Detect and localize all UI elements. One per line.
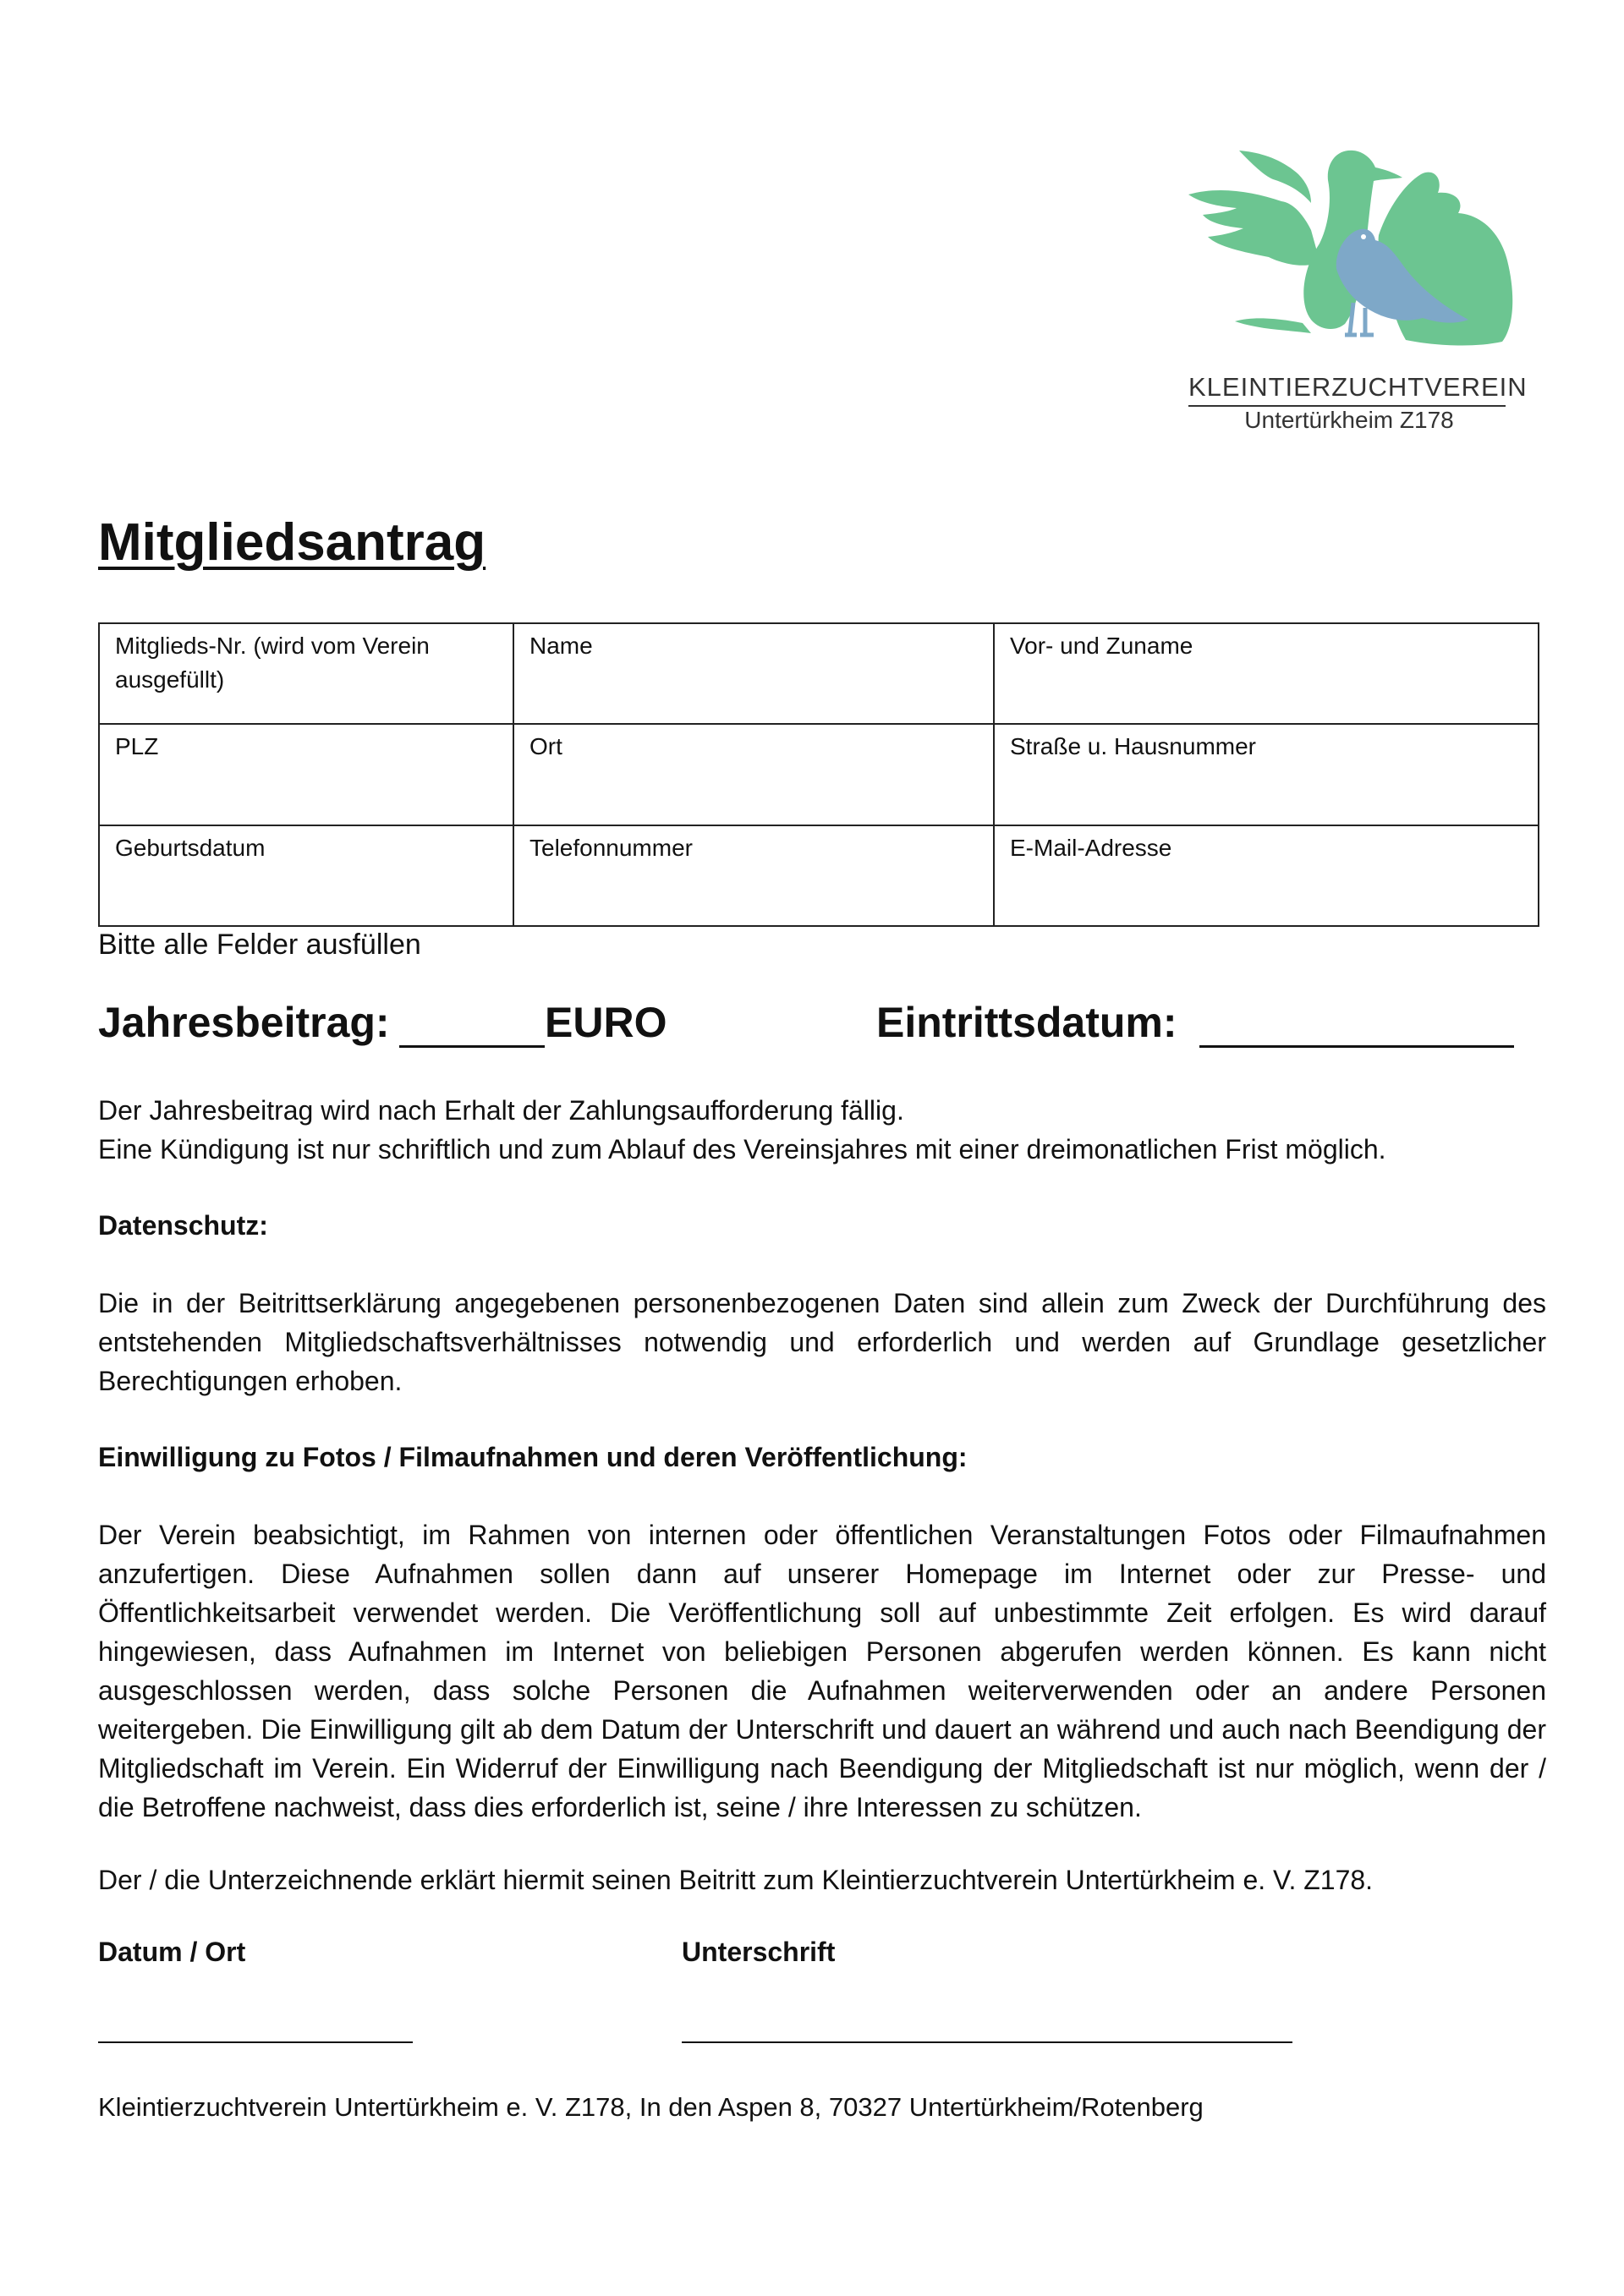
- pigeon-eye-icon: [1361, 234, 1366, 239]
- privacy-heading: Datenschutz:: [98, 1210, 268, 1241]
- membership-declaration: Der / die Unterzeichnende erklärt hiermit seinen Beitritt zum Kleintierzuchtverein Untertürkheim e. V. Z178.: [98, 1865, 1374, 1895]
- logo-title: KLEINTIERZUCHTVEREIN: [1188, 372, 1528, 402]
- email-field[interactable]: E-Mail-Adresse: [994, 825, 1539, 926]
- phone-field[interactable]: Telefonnummer: [513, 825, 994, 926]
- signature-input-line[interactable]: [682, 2041, 1292, 2043]
- street-field[interactable]: Straße u. Hausnummer: [994, 724, 1539, 825]
- annual-fee-input-line[interactable]: [399, 1045, 545, 1048]
- full-name-field[interactable]: Vor- und Zuname: [994, 623, 1539, 724]
- date-place-label: Datum / Ort: [98, 1937, 246, 1967]
- photo-consent-heading: Einwilligung zu Fotos / Filmaufnahmen und deren Veröffentlichung:: [98, 1442, 968, 1472]
- date-place-input-line[interactable]: [98, 2041, 413, 2043]
- annual-fee-label: Jahresbeitrag:: [98, 999, 390, 1046]
- entry-date-input-line[interactable]: [1199, 1045, 1514, 1048]
- member-number-field[interactable]: Mitglieds-Nr. (wird vom Verein ausgefüllt): [99, 623, 513, 724]
- wing-icon: [1188, 190, 1320, 266]
- ground-icon: [1235, 318, 1311, 333]
- table-row: [99, 623, 1539, 724]
- terms-line-2: Eine Kündigung ist nur schriftlich und zum Ablauf des Vereinsjahres mit einer dreimonatlichen Frist möglich.: [98, 1134, 1386, 1164]
- logo-subtitle: Untertürkheim Z178: [1244, 407, 1454, 433]
- signature-label: Unterschrift: [682, 1937, 836, 1967]
- currency-label: EURO: [545, 999, 667, 1046]
- photo-consent-text: Der Verein beabsichtigt, im Rahmen von internen oder öffentlichen Veranstaltungen Fotos oder Filmaufnahmen anzufertigen. Diese Aufnahmen sollen dann auf unserer Homepage im Internet oder zur Presse- und Öffentlichkeitsarbeit verwendet werden. Die Veröffentlichung soll auf unbestimmte Zeit erfolgen. Es wird darauf hingewiesen, dass Aufnahmen im Internet von beliebigen Personen abgerufen werden können. Es kann nicht ausgeschlossen werden, dass solche Personen die Aufnahmen weiterverwenden oder an andere Personen weitergeben. Die Einwilligung gilt ab dem Datum der Unterschrift und dauert an während und auch nach Beendigung der Mitgliedschaft im Verein. Ein Widerruf der Einwilligung nach Beendigung der Mitgliedschaft ist nur möglich, wenn der / die Betroffene nachweist, dass dies erforderlich ist, seine / ihre Interessen zu schützen.: [98, 1520, 1546, 1822]
- city-field[interactable]: Ort: [513, 724, 994, 825]
- table-row: [99, 724, 1539, 825]
- entry-date-label: Eintrittsdatum:: [876, 999, 1177, 1046]
- name-field[interactable]: Name: [513, 623, 994, 724]
- terms-line-1: Der Jahresbeitrag wird nach Erhalt der Zahlungsaufforderung fällig.: [98, 1095, 904, 1126]
- privacy-text: Die in der Beitrittserklärung angegebenen personenbezogenen Daten sind allein zum Zweck der Durchführung des entstehenden Mitgliedschaftsverhältnisses notwendig und erforderlich und werden auf Grundlage gesetzlicher Berechtigungen erhoben.: [98, 1288, 1546, 1396]
- page-title: Mitgliedsantrag: [98, 513, 486, 572]
- table-row: [99, 825, 1539, 926]
- birthdate-field[interactable]: Geburtsdatum: [99, 825, 513, 926]
- form-hint: Bitte alle Felder ausfüllen: [98, 929, 421, 961]
- postal-code-field[interactable]: PLZ: [99, 724, 513, 825]
- membership-form-table: [98, 622, 1539, 927]
- footer-address: Kleintierzuchtverein Untertürkheim e. V. Z178, In den Aspen 8, 70327 Untertürkheim/Rotenberg: [98, 2092, 1204, 2122]
- club-logo-animals-icon: [1184, 142, 1514, 362]
